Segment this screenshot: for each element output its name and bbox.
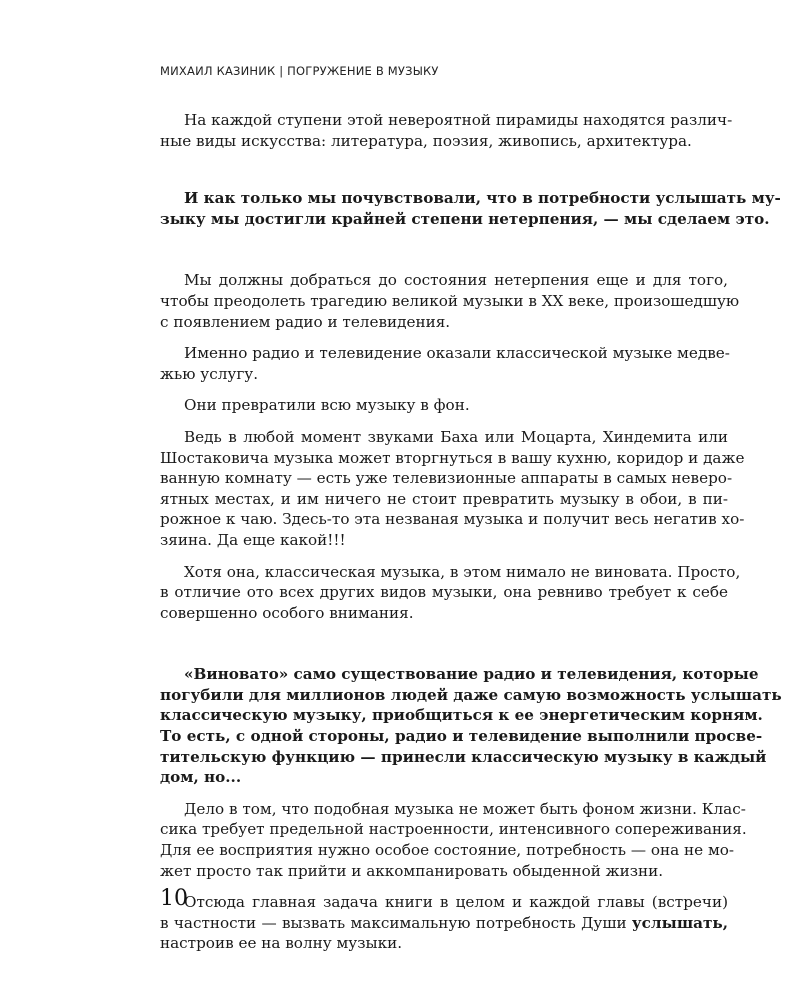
text-line: Именно радио и телевидение оказали классической музыке медве- xyxy=(184,344,730,363)
text-line: Отсюда главная задача книги в целом и каждой главы (встречи) xyxy=(184,893,728,912)
text-line: Шостаковича музыка может вторгнуться в вашу кухню, коридор и даже xyxy=(160,448,745,467)
text-line: ванную комнату — есть уже телевизионные аппараты в самых неверо- xyxy=(160,469,733,488)
text-line: И как только мы почувствовали, что в потребности услышать му- xyxy=(184,189,781,208)
paragraph-1 xyxy=(160,110,733,151)
text-line: Они превратили всю музыку в фон. xyxy=(184,396,470,415)
paragraph-8-bold xyxy=(160,664,782,788)
text-line: Ведь в любой момент звуками Баха или Моцарта, Хиндемита или xyxy=(184,427,728,446)
text-line: чтобы преодолеть трагедию великой музыки в XX веке, произошедшую xyxy=(160,291,740,310)
text-line: Для ее восприятия нужно особое состояние, потребность — она не мо- xyxy=(160,841,735,860)
text-line: ятных местах, и им ничего не стоит превратить музыку в обои, в пи- xyxy=(160,489,728,508)
text-line: На каждой ступени этой невероятной пирамиды находятся различ- xyxy=(184,111,733,129)
text-line: совершенно особого внимания. xyxy=(160,603,414,622)
page-body xyxy=(160,110,782,965)
text-line: То есть, с одной стороны, радио и телевидение выполнили просве- xyxy=(160,727,763,746)
text-line: дом, но... xyxy=(160,768,242,787)
text-line: жет просто так прийти и аккомпанировать обыденной жизни. xyxy=(160,861,664,880)
running-head: МИХАИЛ КАЗИНИК | ПОГРУЖЕНИЕ В МУЗЫКУ xyxy=(160,64,439,78)
text-line: настроив ее на волну музыки. xyxy=(160,934,403,953)
text-line: зяина. Да еще какой!!! xyxy=(160,530,346,549)
text-line: зыку мы достигли крайней степени нетерпения, — мы сделаем это. xyxy=(160,209,770,228)
text-line: рожное к чаю. Здесь-то эта незваная музыка и получит весь негатив хо- xyxy=(160,510,745,529)
text-line: Мы должны добраться до состояния нетерпения еще и для того, xyxy=(184,271,728,290)
emphasis-word: услышать, xyxy=(631,913,728,932)
text-line: жью услугу. xyxy=(160,364,259,383)
paragraph-2-bold xyxy=(160,188,781,229)
text-line-with-emphasis xyxy=(160,913,728,934)
text-line: тительскую функцию — принесли классическую музыку в каждый xyxy=(160,747,767,766)
text-line: сика требует предельной настроенности, интенсивного сопереживания. xyxy=(160,820,747,839)
text-line: в частности — вызвать максимальную потребность Души xyxy=(160,913,632,932)
text-line: погубили для миллионов людей даже самую возможность услышать xyxy=(160,685,782,704)
page-number: 10 xyxy=(160,886,188,911)
paragraph-7 xyxy=(160,562,741,624)
paragraph-9 xyxy=(160,799,747,881)
text-line: «Виновато» само существование радио и телевидения, которые xyxy=(184,665,759,684)
text-line: классическую музыку, приобщиться к ее энергетическим корням. xyxy=(160,706,763,725)
paragraph-4 xyxy=(160,343,728,384)
paragraph-10 xyxy=(160,892,728,954)
text-line: Хотя она, классическая музыка, в этом нимало не виновата. Просто, xyxy=(184,562,741,581)
paragraph-3 xyxy=(160,270,740,332)
text-line: в отличие ото всех других видов музыки, она ревниво требует к себе xyxy=(160,583,728,602)
paragraph-6 xyxy=(160,427,745,551)
text-line: с появлением радио и телевидения. xyxy=(160,312,451,331)
paragraph-5 xyxy=(160,395,728,416)
text-line: ные виды искусства: литература, поэзия, живопись, архитектура. xyxy=(160,131,692,150)
text-line: Дело в том, что подобная музыка не может быть фоном жизни. Клас- xyxy=(184,799,746,818)
